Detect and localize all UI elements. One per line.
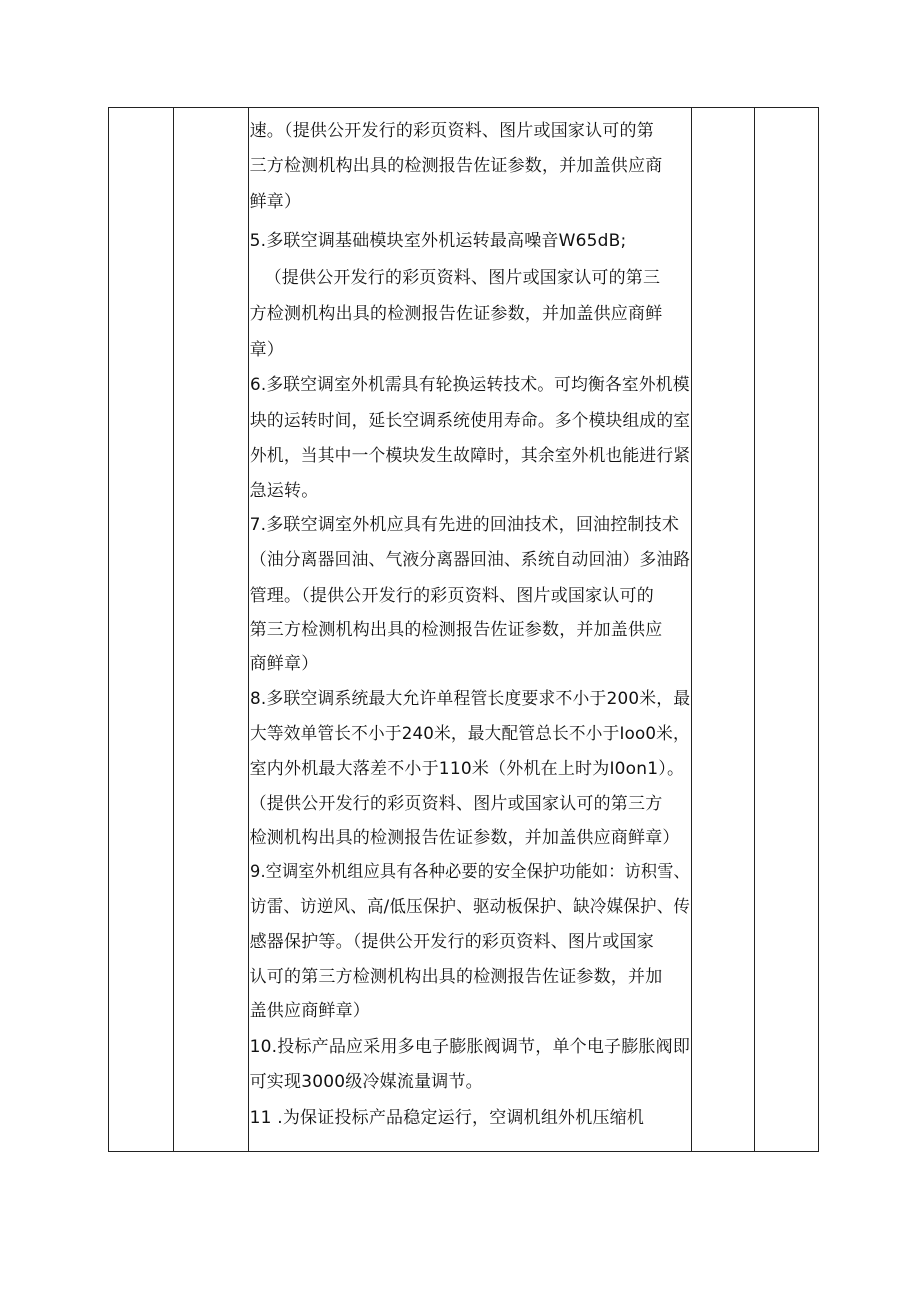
spec-line: 6.多联空调室外机需具有轮换运转技术。可均衡各室外机模 [249,375,690,395]
spec-line: （提供公开发行的彩页资料、图片或国家认可的第三方 [249,794,663,814]
spec-line: 盖供应商鲜章） [249,1001,371,1021]
table-column-index [109,108,174,1151]
spec-line: 10.投标产品应采用多电子膨胀阀调节，单个电子膨胀阀即 [249,1037,691,1057]
spec-line: 三方检测机构出具的检测报告佐证参数，并加盖供应商 [249,156,663,176]
table-column-response [692,108,755,1151]
spec-line: 可实现3000级冷媒流量调节。 [249,1072,483,1092]
spec-line: 感器保护等。（提供公开发行的彩页资料、图片或国家 [249,932,654,952]
table-column-item [174,108,249,1151]
spec-line: 块的运转时间，延长空调系统使用寿命。多个模块组成的室 [249,411,690,431]
spec-line: 第三方检测机构出具的检测报告佐证参数，并加盖供应 [249,620,663,640]
spec-line: 8.多联空调系统最大允许单程管长度要求不小于200米，最 [249,689,690,709]
spec-line: 室内外机最大落差不小于110米（外机在上时为I0on1）。 [249,759,685,779]
spec-line: 章） [249,340,285,360]
spec-line: 9.空调室外机组应具有各种必要的安全保护功能如：访积雪、 [249,862,690,882]
spec-line: （油分离器回油、气液分离器回油、系统自动回油）多油路 [249,550,690,570]
spec-line: 商鲜章） [249,654,319,674]
table-column-remarks [755,108,818,1151]
table-column-requirements [249,108,693,1151]
spec-line: 7.多联空调室外机应具有先进的回油技术，回油控制技术 [249,515,680,535]
spec-line: 11 .为保证投标产品稳定运行，空调机组外机压缩机 [249,1108,645,1128]
spec-line: 外机，当其中一个模块发生故障时，其余室外机也能进行紧 [249,446,690,466]
spec-line: 5.多联空调基础模块室外机运转最高噪音W65dB; [249,231,627,251]
spec-line: 大等效单管长不小于240米，最大配管总长不小于Ioo0米， [249,724,690,744]
spec-line: 鲜章） [249,192,302,212]
spec-line: 检测机构出具的检测报告佐证参数，并加盖供应商鲜章） [249,828,680,848]
spec-line: （提供公开发行的彩页资料、图片或国家认可的第三 [264,268,661,288]
spec-table [108,107,819,1152]
spec-line: 管理。（提供公开发行的彩页资料、图片或国家认可的 [249,586,654,606]
spec-line: 认可的第三方检测机构出具的检测报告佐证参数，并加 [249,967,663,987]
spec-line: 速。（提供公开发行的彩页资料、图片或国家认可的第 [249,121,654,141]
spec-line: 方检测机构出具的检测报告佐证参数，并加盖供应商鲜 [249,304,663,324]
spec-line: 访雷、访逆风、高/低压保护、驱动板保护、缺冷媒保护、传 [249,897,690,917]
spec-line: 急运转。 [249,481,319,501]
